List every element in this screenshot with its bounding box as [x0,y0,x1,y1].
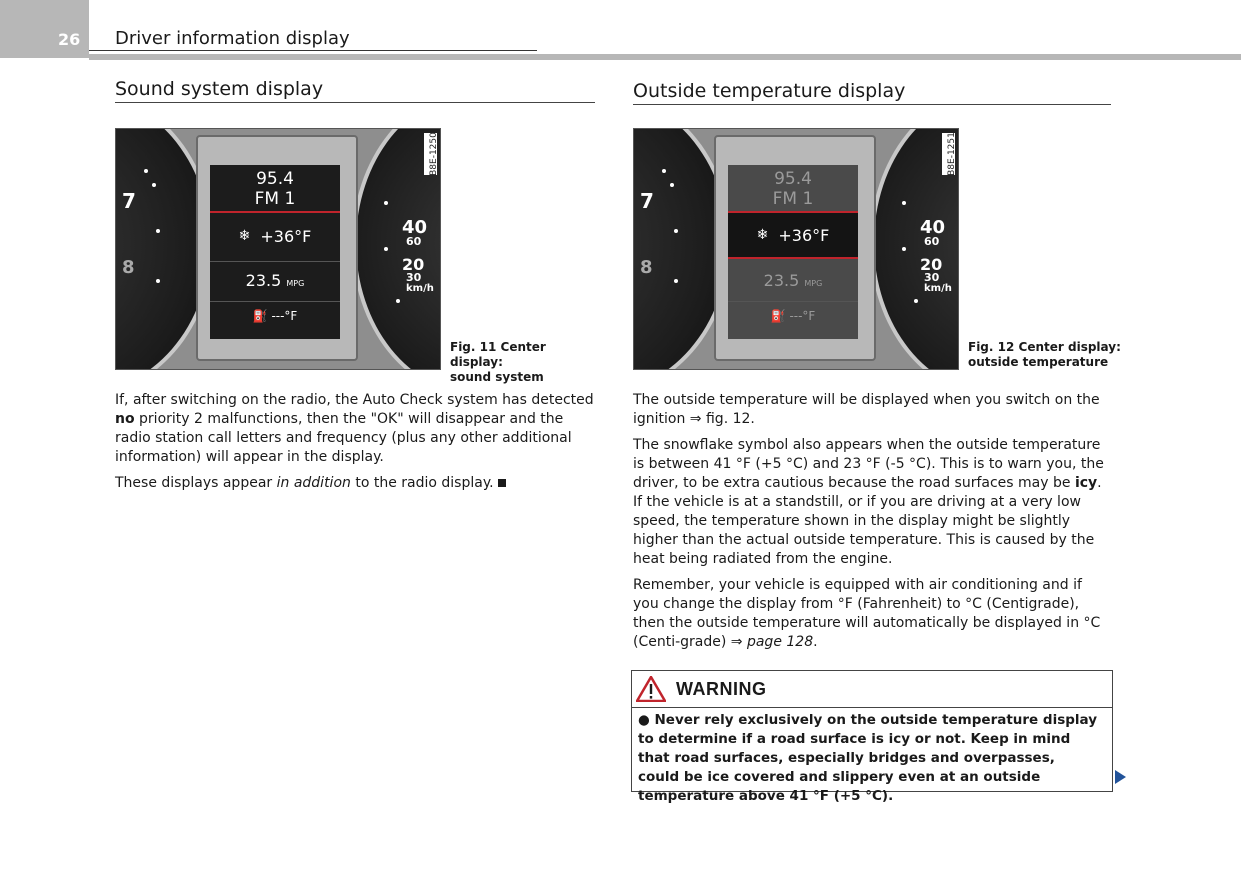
figure-caption-12 [968,340,1128,370]
mpg-unit: MPG [804,279,823,288]
red-separator [210,211,340,213]
caption-text: Center display: [450,340,546,369]
fuel-economy [210,271,340,290]
screen-divider [210,261,340,262]
dial-dot [902,201,906,205]
dial-dot [396,299,400,303]
radio-band: FM 1 [772,189,814,209]
dial-number: 40 [402,217,428,238]
oil-temperature-value: ---°F [789,309,816,323]
dial-number: km/h [924,283,952,294]
dial-dot [156,279,160,283]
paragraph-addition [115,474,595,493]
section-title-outside-temp: Outside temperature display [633,80,906,102]
oil-temperature-value: ---°F [271,309,298,323]
dial-dot [144,169,148,173]
dial-dot [384,201,388,205]
mpg-unit: MPG [286,279,305,288]
dial-number: 20 [920,255,943,274]
dial-dot [156,229,160,233]
mpg-value: 23.5 [763,271,800,290]
dial-number: 7 [640,189,654,213]
radio-frequency: 95.4 [256,169,294,189]
warning-box [631,670,1113,804]
italic-run: in addition [276,475,351,491]
red-separator [728,257,858,259]
text-run: The snowflake symbol also appears when the outside temperature is between 41 °F (+5 °C) and 23 °F (-5 °C). This is to warn you, the driver, to be extra cautious because the road surfaces may be [633,437,1104,491]
text-run: priority 2 malfunctions, then the "OK" will disappear and the radio station call letters and frequency (plus any other additional information) will appear in the display. [115,411,572,465]
dial-dot [152,183,156,187]
screen-divider [210,301,340,302]
dial-number: 8 [122,257,135,278]
paragraph-units [633,576,1111,652]
dial-number: 30 [406,271,422,284]
bold-run: no [115,411,135,427]
center-display [728,165,858,339]
section-rule-left [115,102,595,103]
title-rule [89,50,537,51]
warning-rule [632,707,1112,708]
italic-run: page 128 [746,634,814,650]
text-run: . [813,634,818,650]
temperature-row-highlighted [728,213,858,257]
figure-id [424,133,437,175]
figure-id-text: B8E-1251 [946,132,957,176]
dial-number: 40 [920,217,946,238]
dial-dot [670,183,674,187]
bold-run: icy [1074,475,1098,491]
bullet-icon: ● [638,712,650,728]
warning-text [638,711,1098,806]
warning-label: WARNING [676,678,767,699]
continue-arrow-icon [1115,770,1126,784]
temperature-row [210,221,340,251]
outside-temperature: +36°F [260,226,312,246]
caption-label: Fig. 12 [968,340,1015,354]
snowflake-icon: ❄ [238,228,251,244]
fuel-economy [728,271,858,290]
dial-number: 20 [402,255,425,274]
paragraph-radio-ok [115,391,595,467]
oil-can-icon: ⛽ [252,309,268,323]
running-title: Driver information display [115,28,350,49]
text-run: Remember, your vehicle is equipped with air conditioning and if you change the display from °F (Fahrenheit) to °C (Centigrade), then the outside temperature will automatically be displayed in °C (Centi-grade) ⇒ [633,577,1101,650]
center-display [210,165,340,339]
page-number-box [0,0,89,58]
outside-temperature: +36°F [778,225,830,245]
radio-band: FM 1 [254,189,296,209]
dial-dot [674,229,678,233]
end-of-section-icon [498,479,506,487]
text-run: . If the vehicle is at a standstill, or if you are driving at a very low speed, the temperature shown in the display might be slightly higher than the actual outside temperature. This is caused by the heat being radiated from the engine. [633,475,1102,567]
screen-divider [728,301,858,302]
section-title-sound: Sound system display [115,78,324,100]
caption-label: Fig. 11 [450,340,497,354]
warning-header [636,675,767,703]
header-band [89,54,1241,60]
oil-temperature [728,309,858,323]
dial-number: 30 [924,271,940,284]
figure-sound-system [115,128,441,370]
text-run: to the radio display. [350,475,494,491]
figure-id-text: B8E-1250 [428,132,439,176]
dial-dot [384,247,388,251]
dial-dot [674,279,678,283]
paragraph-ignition: The outside temperature will be displayed when you switch on the ignition ⇒ fig. 12. [633,392,1100,427]
dial-number: 7 [122,189,136,213]
text-run: These displays appear [115,475,277,491]
warning-triangle-icon [636,676,666,702]
dial-dot [662,169,666,173]
caption-text: Center display: [1018,340,1121,354]
text-run: If, after switching on the radio, the Auto Check system has detected [115,392,594,408]
oil-temperature [210,309,340,323]
snowflake-icon: ❄ [756,227,769,243]
warning-body: Never rely exclusively on the outside temperature display to determine if a road surface is icy or not. Keep in mind that road surfaces, especially bridges and overpasses, could be ice covered and slippery even at an outside temperature above 41 °F (+5 °C). [638,712,1098,804]
dial-number: 8 [640,257,653,278]
mpg-value: 23.5 [245,271,282,290]
caption-text-2: outside temperature [968,355,1109,369]
dial-number: 60 [924,235,940,248]
page-number: 26 [58,30,81,49]
figure-outside-temperature [633,128,959,370]
dial-number: km/h [406,283,434,294]
section-rule-right [633,104,1111,105]
oil-can-icon: ⛽ [770,309,786,323]
dial-dot [902,247,906,251]
paragraph-snowflake [633,436,1111,569]
dial-number: 60 [406,235,422,248]
radio-frequency: 95.4 [774,169,812,189]
caption-text-2: sound system [450,370,544,384]
figure-id [942,133,955,175]
figure-caption-11 [450,340,600,385]
dial-dot [914,299,918,303]
